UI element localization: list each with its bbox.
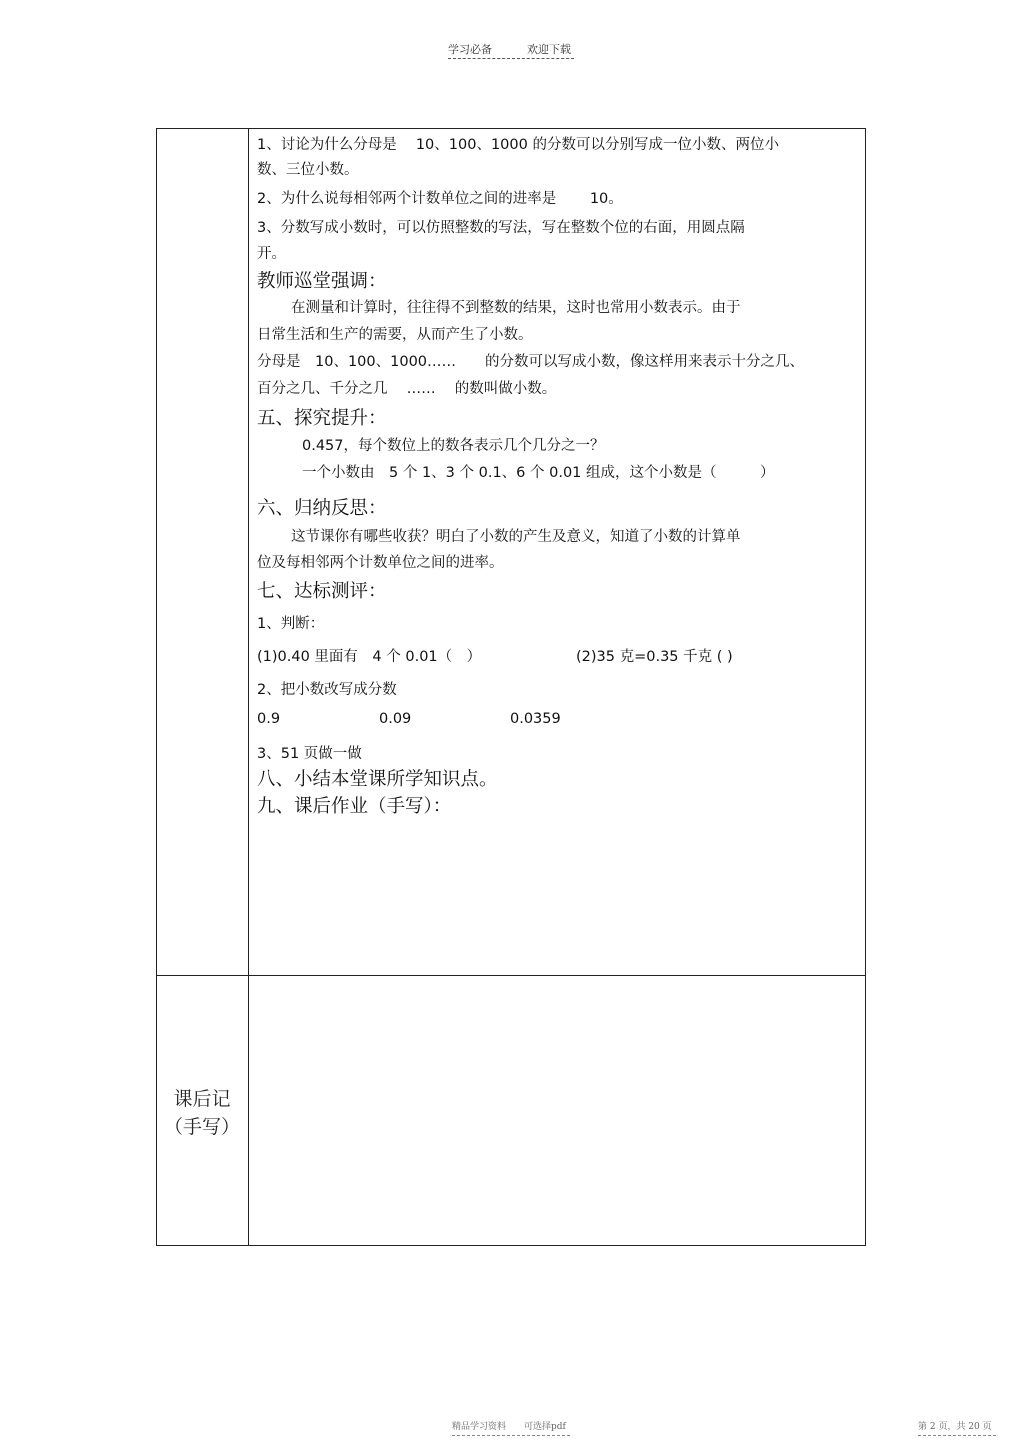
table-row-divider [156, 975, 866, 976]
page-header [448, 41, 574, 57]
footer-left [452, 1419, 570, 1432]
teacher-paragraph-2-line-1: 分母是 10、100、1000…… 的分数可以写成小数，像这样用来表示十分之几、 [257, 354, 805, 370]
teacher-heading: 教师巡堂强调： [257, 271, 387, 292]
section-6-line-2: 位及每相邻两个计数单位之间的进率。 [257, 555, 504, 571]
header-divider [448, 58, 574, 59]
question-1-line-1: 1、讨论为什么分母是 10、100、1000 的分数可以分别写成一位小数、两位小 [257, 137, 779, 153]
convert-value-3: 0.0359 [510, 711, 561, 727]
after-class-label-line-1: 课后记 [173, 1088, 231, 1110]
section-9: 九、课后作业（手写）： [257, 796, 452, 817]
convert-value-2: 0.09 [379, 711, 412, 727]
section-6-line-1: 这节课你有哪些收获？明白了小数的产生及意义，知道了小数的计算单 [291, 529, 741, 545]
question-1-line-2: 数、三位小数。 [257, 162, 359, 178]
footer-right-divider [918, 1435, 996, 1436]
judge-item-2: (2)35 克=0.35 千克 ( ) [576, 649, 733, 665]
table-column-divider [248, 128, 249, 1246]
section-5-question-1: 0.457，每个数位上的数各表示几个几分之一？ [302, 438, 605, 454]
section-5-heading: 五、探究提升： [257, 408, 387, 429]
after-class-label-line-2: （手写） [163, 1116, 240, 1138]
judge-item-1: (1)0.40 里面有 4 个 0.01（ ） [257, 649, 482, 665]
teacher-paragraph-1-line-1: 在测量和计算时，往往得不到整数的结果，这时也常用小数表示。由于 [291, 300, 741, 316]
page-number-text: 第 2 页，共 20 页 [918, 1422, 992, 1432]
after-class-notes-label [156, 1085, 248, 1141]
section-7-heading: 七、达标测评： [257, 581, 387, 602]
footer-left-text: 精品学习资料 可选择pdf [452, 1422, 566, 1432]
header-left-text: 学习必备 [448, 43, 492, 56]
convert-title: 2、把小数改写成分数 [257, 682, 397, 698]
judge-title: 1、判断： [257, 616, 325, 632]
question-2: 2、为什么说每相邻两个计数单位之间的进率是 10。 [257, 191, 623, 207]
teacher-paragraph-2-line-2: 百分之几、千分之几 …… 的数叫做小数。 [257, 381, 557, 397]
question-3-line-1: 3、分数写成小数时，可以仿照整数的写法，写在整数个位的右面，用圆点隔 [257, 220, 745, 236]
footer-left-divider [452, 1435, 570, 1436]
footer-right [918, 1419, 996, 1432]
header-right-text: 欢迎下载 [527, 43, 571, 56]
question-3-line-2: 开。 [257, 246, 286, 262]
exercise-line: 3、51 页做一做 [257, 746, 362, 762]
teacher-paragraph-1-line-2: 日常生活和生产的需要，从而产生了小数。 [257, 327, 533, 343]
section-8: 八、小结本堂课所学知识点。 [257, 769, 498, 790]
section-5-question-2: 一个小数由 5 个 1、3 个 0.1、6 个 0.01 组成，这个小数是（ ） [302, 465, 775, 481]
convert-value-1: 0.9 [257, 711, 281, 727]
section-6-heading: 六、归纳反思： [257, 498, 387, 519]
